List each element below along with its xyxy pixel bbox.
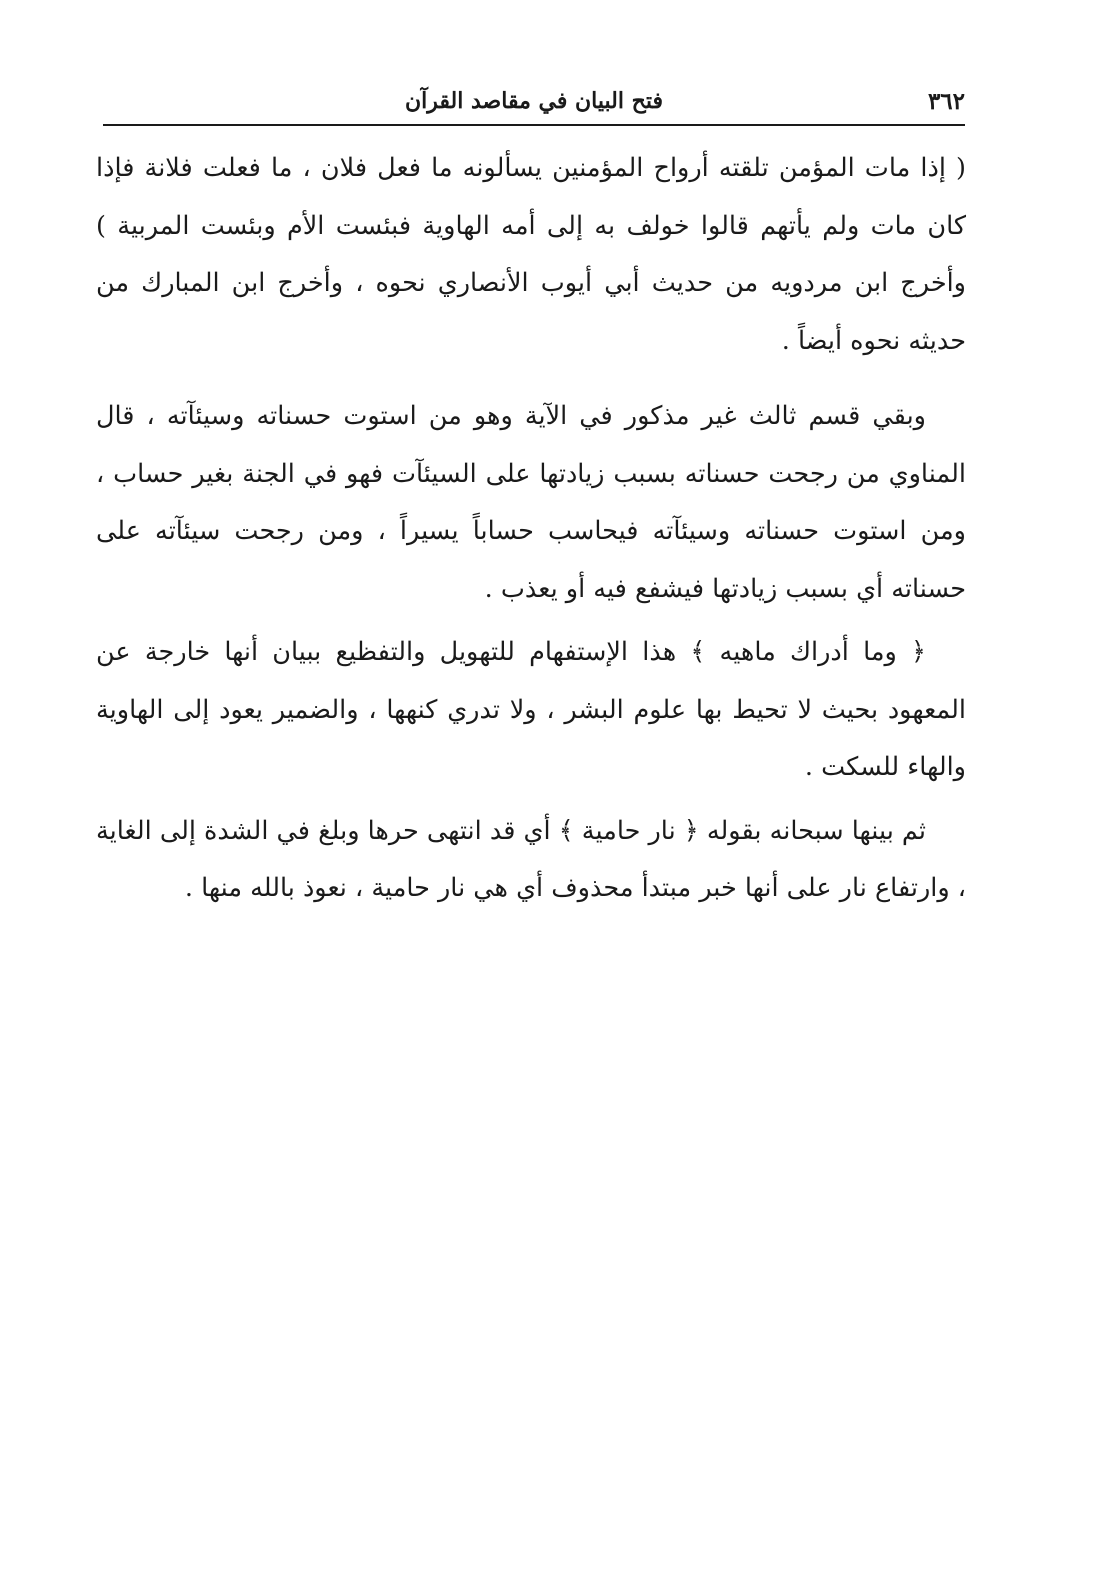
- header-divider: [103, 124, 965, 126]
- page-header: [103, 84, 965, 124]
- page-number: ٣٦٢: [927, 88, 965, 115]
- paragraph-1: ( إذا مات المؤمن تلقته أرواح المؤمنين يسألونه ما فعل فلان ، ما فعلت فلانة فإذا كان مات ولم يأتهم قالوا خولف به إلى أمه الهاوية فبئست الأم وبئست المربية ) وأخرج ابن مردويه من حديث أبي أيوب الأنصاري نحوه ، وأخرج ابن المبارك من حديثه نحوه أيضاً .: [96, 153, 966, 356]
- paragraph-4: ثم بينها سبحانه بقوله ﴿ نار حامية ﴾ أي قد انتهى حرها وبلغ في الشدة إلى الغاية ، وارتفاع نار على أنها خبر مبتدأ محذوف أي هي نار حامية ، نعوذ بالله منها .: [96, 815, 966, 903]
- body-text: [96, 140, 966, 918]
- paragraph-2: وبقي قسم ثالث غير مذكور في الآية وهو من استوت حسناته وسيئآته ، قال المناوي من رجحت حسناته بسبب زيادتها على السيئآت فهو في الجنة بغير حساب ، ومن استوت حسناته وسيئآته فيحاسب حساباً يسيراً ، ومن رجحت سيئآته على حسناته أي بسبب زيادتها فيشفع فيه أو يعذب .: [96, 401, 966, 604]
- paragraph-3: ﴿ وما أدراك ماهيه ﴾ هذا الإستفهام للتهويل والتفظيع ببيان أنها خارجة عن المعهود بحيث لا تحيط بها علوم البشر ، ولا تدري كنهها ، والضمير يعود إلى الهاوية والهاء للسكت .: [96, 637, 966, 782]
- running-title: فتح البيان في مقاصد القرآن: [405, 88, 663, 114]
